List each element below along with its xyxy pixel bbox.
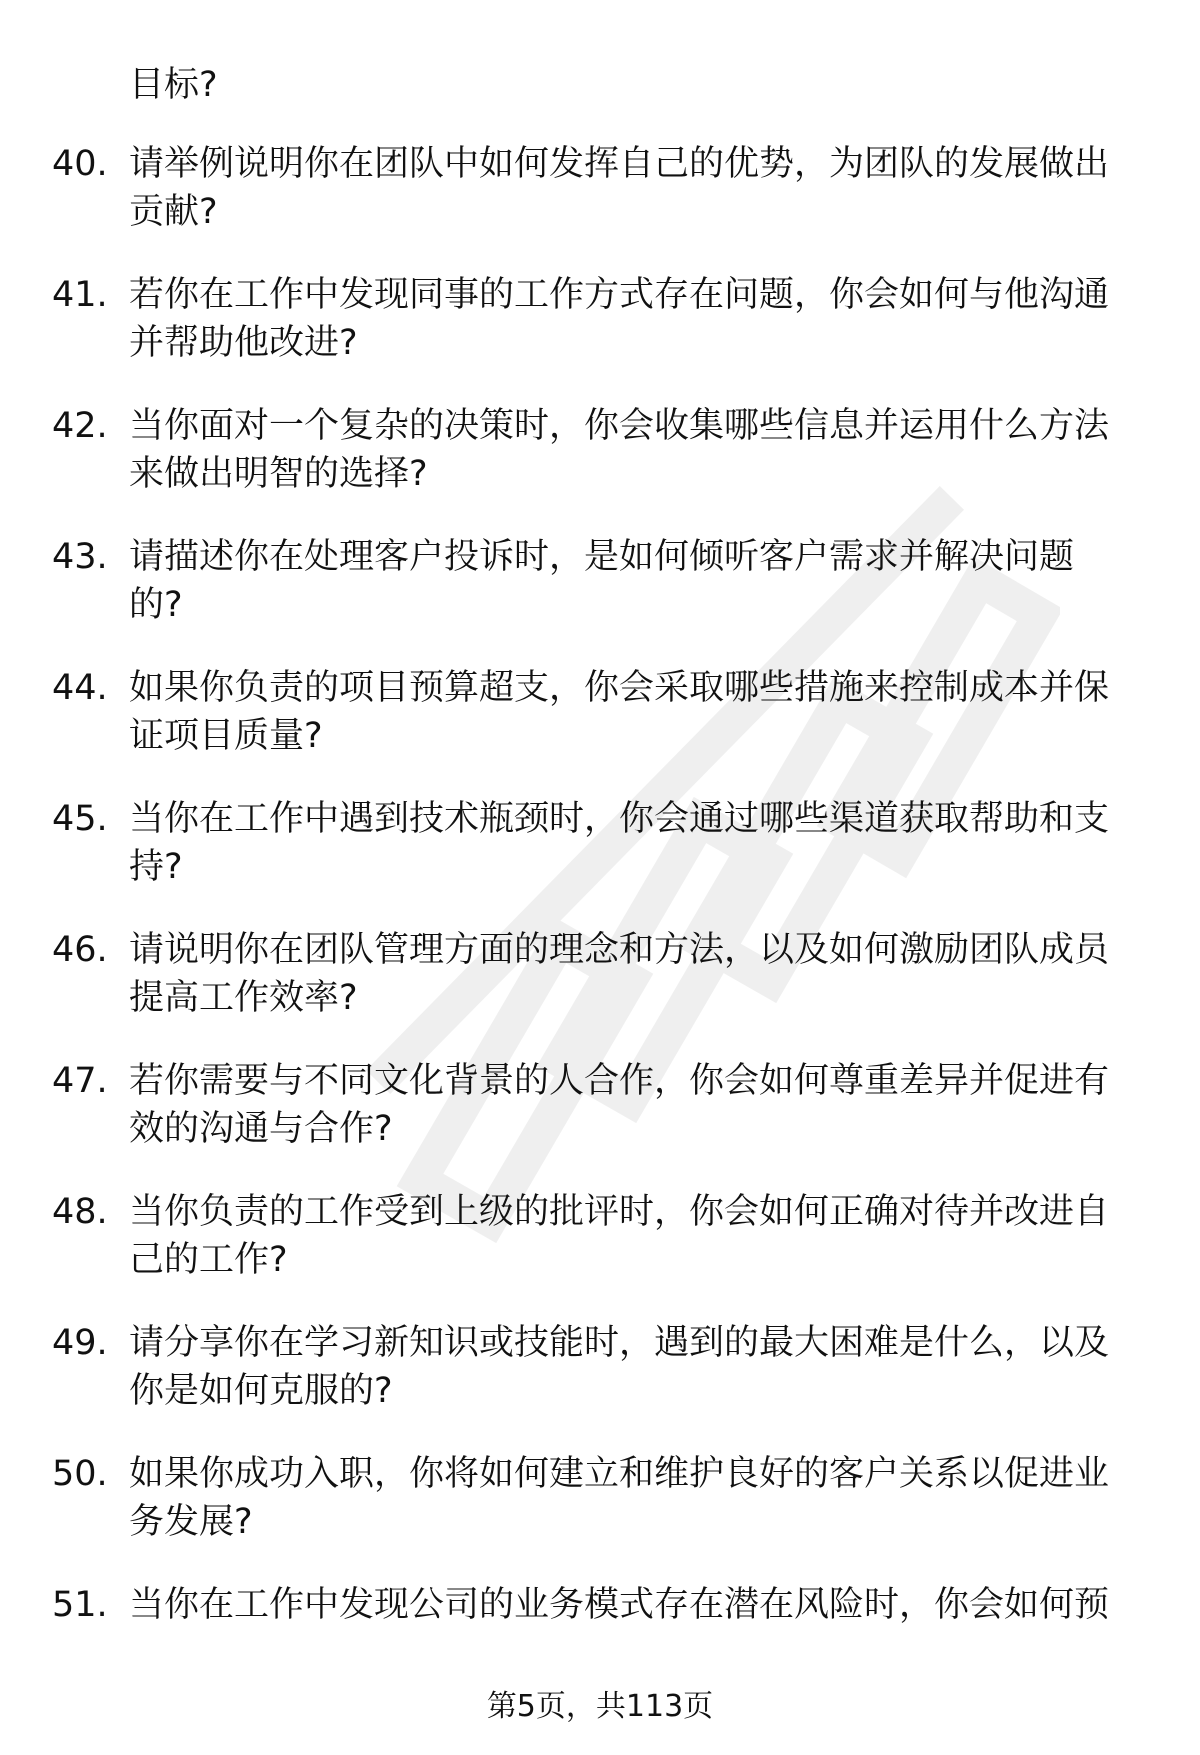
question-text — [129, 533, 1139, 629]
question-number: 46. — [52, 930, 108, 970]
question-line: 如果你成功入职，你将如何建立和维护良好的客户关系以促进业 — [129, 1454, 1110, 1494]
question-item-46 — [0, 926, 1200, 1057]
question-line: 的? — [129, 585, 183, 625]
question-line: 请分享你在学习新知识或技能时，遇到的最大困难是什么，以及 — [129, 1323, 1110, 1363]
question-number: 47. — [52, 1061, 108, 1101]
question-item-50 — [0, 1450, 1200, 1581]
question-line: 若你需要与不同文化背景的人合作，你会如何尊重差异并促进有 — [129, 1061, 1110, 1101]
question-text — [129, 664, 1139, 760]
question-line: 当你负责的工作受到上级的批评时，你会如何正确对待并改进自 — [129, 1192, 1110, 1232]
question-text — [129, 795, 1139, 891]
question-number: 50. — [52, 1454, 108, 1494]
question-line: 务发展? — [129, 1502, 253, 1542]
question-line: 当你面对一个复杂的决策时，你会收集哪些信息并运用什么方法 — [129, 406, 1110, 446]
question-number: 49. — [52, 1323, 108, 1363]
question-line: 效的沟通与合作? — [129, 1109, 393, 1149]
question-line: 并帮助他改进? — [129, 323, 358, 363]
question-text — [129, 271, 1139, 367]
question-text — [129, 1188, 1139, 1284]
question-line: 如果你负责的项目预算超支，你会采取哪些措施来控制成本并保 — [129, 668, 1110, 708]
question-line: 若你在工作中发现同事的工作方式存在问题，你会如何与他沟通 — [129, 275, 1110, 315]
question-item-43 — [0, 533, 1200, 664]
question-item-47 — [0, 1057, 1200, 1188]
question-item-44 — [0, 664, 1200, 795]
question-text — [129, 140, 1139, 236]
question-text — [129, 1581, 1139, 1629]
question-line: 当你在工作中发现公司的业务模式存在潜在风险时，你会如何预 — [129, 1585, 1110, 1625]
question-number: 43. — [52, 537, 108, 577]
question-number: 40. — [52, 144, 108, 184]
question-text — [129, 926, 1139, 1022]
question-line: 当你在工作中遇到技术瓶颈时，你会通过哪些渠道获取帮助和支 — [129, 799, 1110, 839]
question-number: 48. — [52, 1192, 108, 1232]
question-text — [129, 1319, 1139, 1415]
question-item-45 — [0, 795, 1200, 926]
question-number: 51. — [52, 1585, 108, 1625]
question-number: 41. — [52, 275, 108, 315]
page-footer: 第5页，共113页 — [486, 1689, 714, 1724]
question-item-48 — [0, 1188, 1200, 1319]
question-line: 你是如何克服的? — [129, 1371, 393, 1411]
question-item-49 — [0, 1319, 1200, 1450]
question-line: 贡献? — [129, 192, 218, 232]
question-line: 己的工作? — [129, 1240, 288, 1280]
question-number: 42. — [52, 406, 108, 446]
continued-question-text: 目标? — [129, 65, 218, 105]
question-text — [129, 1450, 1139, 1546]
question-line: 请描述你在处理客户投诉时，是如何倾听客户需求并解决问题 — [129, 537, 1075, 577]
question-line: 请说明你在团队管理方面的理念和方法，以及如何激励团队成员 — [129, 930, 1110, 970]
question-line: 证项目质量? — [129, 716, 323, 756]
question-line: 持? — [129, 847, 183, 887]
question-line: 来做出明智的选择? — [129, 454, 428, 494]
question-item-41 — [0, 271, 1200, 402]
question-text — [129, 402, 1139, 498]
question-item-40 — [0, 140, 1200, 271]
question-item-42 — [0, 402, 1200, 533]
question-number: 45. — [52, 799, 108, 839]
question-list — [0, 140, 1200, 1712]
question-text — [129, 1057, 1139, 1153]
question-line: 提高工作效率? — [129, 978, 358, 1018]
question-number: 44. — [52, 668, 108, 708]
question-line: 请举例说明你在团队中如何发挥自己的优势，为团队的发展做出 — [129, 144, 1110, 184]
